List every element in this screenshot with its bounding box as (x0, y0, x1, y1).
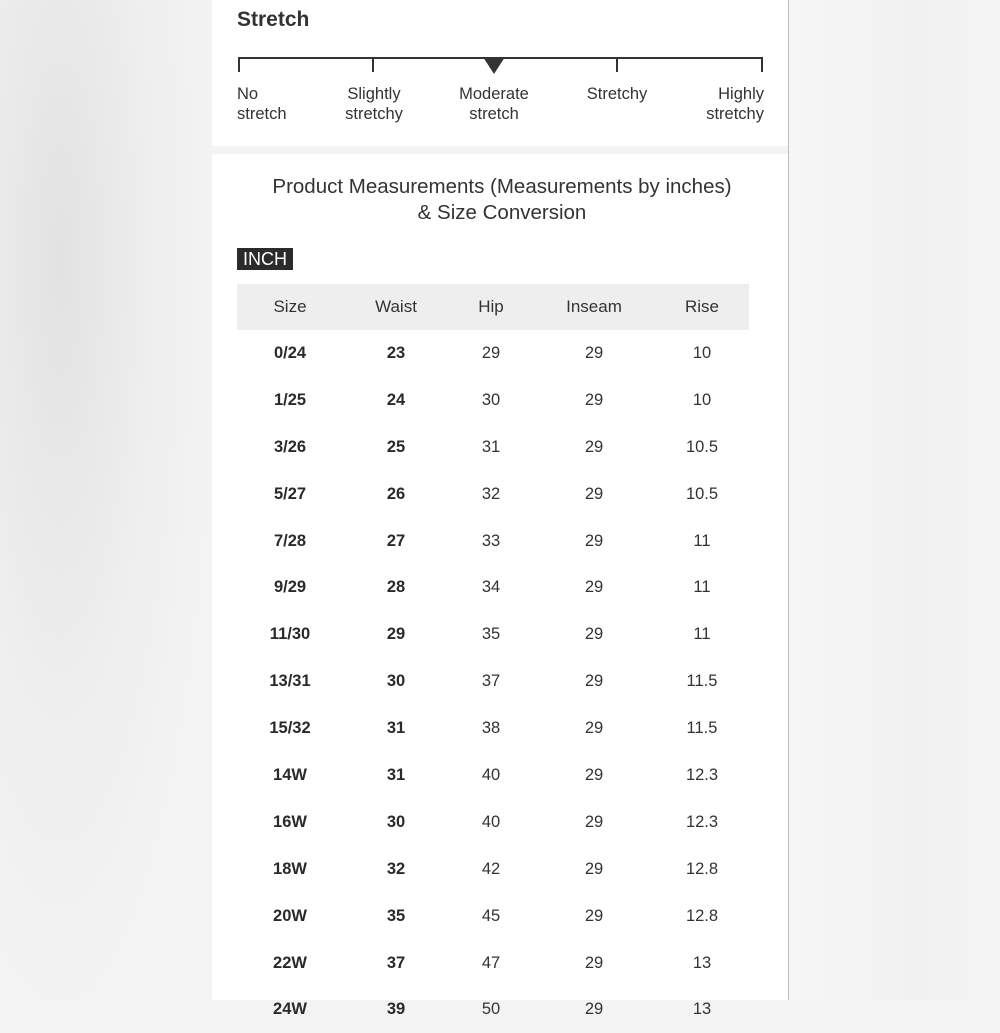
cell-waist: 35 (386, 906, 406, 925)
cell-rise: 10 (692, 343, 712, 362)
cell-inseam: 29 (584, 437, 604, 456)
column-header-size: Size (237, 284, 343, 330)
cell-rise: 10 (692, 390, 712, 409)
cell-hip: 47 (481, 953, 501, 972)
table-row (237, 658, 749, 705)
table-row (237, 330, 749, 377)
table-row (237, 424, 749, 471)
table-row (237, 611, 749, 658)
cell-size: 22W (273, 953, 307, 972)
section-divider (212, 146, 788, 154)
cell-hip: 33 (481, 531, 501, 550)
stretch-title: Stretch (237, 8, 310, 31)
cell-hip: 45 (481, 906, 501, 925)
cell-rise: 10.5 (685, 437, 719, 456)
table-row (237, 893, 749, 940)
cell-size: 7/28 (273, 531, 307, 550)
cell-hip: 42 (481, 859, 501, 878)
cell-inseam: 29 (584, 719, 604, 738)
table-header-row (237, 284, 749, 330)
cell-inseam: 29 (584, 531, 604, 550)
cell-size: 11/30 (269, 625, 311, 644)
cell-inseam: 29 (584, 343, 604, 362)
cell-rise: 12.3 (685, 765, 719, 784)
cell-size: 9/29 (273, 578, 307, 597)
cell-size: 3/26 (273, 437, 307, 456)
cell-waist: 28 (386, 578, 406, 597)
unit-tab-inch[interactable]: INCH (237, 248, 293, 270)
cell-rise: 13 (692, 1000, 712, 1019)
table-row (237, 377, 749, 424)
cell-rise: 13 (692, 953, 712, 972)
background-left (0, 0, 212, 1000)
column-header-rise: Rise (655, 284, 749, 330)
cell-inseam: 29 (584, 390, 604, 409)
stretch-level-no-stretch: No stretch (237, 85, 287, 123)
cell-waist: 25 (386, 437, 406, 456)
cell-hip: 32 (481, 484, 501, 503)
cell-inseam: 29 (584, 906, 604, 925)
size-table (237, 284, 749, 1033)
cell-inseam: 29 (584, 953, 604, 972)
cell-waist: 31 (386, 765, 406, 784)
cell-rise: 10.5 (685, 484, 719, 503)
scale-tick (372, 57, 374, 72)
table-row (237, 940, 749, 987)
cell-waist: 26 (386, 484, 406, 503)
cell-waist: 31 (386, 719, 406, 738)
cell-rise: 12.8 (685, 906, 719, 925)
stretch-level-slightly-stretchy: Slightly stretchy (345, 85, 403, 123)
cell-hip: 31 (481, 437, 501, 456)
cell-rise: 12.3 (685, 812, 719, 831)
measurements-title: Product Measurements (Measurements by inches) & Size Conversion (272, 175, 732, 224)
cell-inseam: 29 (584, 578, 604, 597)
cell-rise: 11 (693, 625, 711, 644)
cell-waist: 39 (386, 1000, 406, 1019)
cell-waist: 30 (386, 812, 406, 831)
cell-rise: 11 (693, 531, 711, 550)
cell-hip: 30 (481, 390, 501, 409)
cell-hip: 29 (481, 343, 501, 362)
cell-rise: 11.5 (686, 672, 718, 691)
cell-inseam: 29 (584, 484, 604, 503)
cell-hip: 37 (481, 672, 501, 691)
cell-inseam: 29 (584, 625, 604, 644)
cell-waist: 27 (386, 531, 406, 550)
column-header-inseam: Inseam (533, 284, 655, 330)
column-header-hip: Hip (449, 284, 533, 330)
cell-size: 24W (273, 1000, 307, 1019)
cell-size: 15/32 (269, 719, 311, 738)
cell-hip: 38 (481, 719, 501, 738)
scale-tick (238, 57, 240, 72)
cell-size: 1/25 (273, 390, 307, 409)
cell-rise: 11.5 (686, 719, 718, 738)
table-row (237, 471, 749, 518)
table-row (237, 986, 749, 1033)
table-row (237, 846, 749, 893)
table-row (237, 752, 749, 799)
scale-tick (616, 57, 618, 72)
cell-waist: 23 (386, 343, 406, 362)
cell-inseam: 29 (584, 672, 604, 691)
table-row (237, 518, 749, 565)
cell-size: 5/27 (273, 484, 307, 503)
cell-waist: 29 (386, 625, 406, 644)
cell-size: 18W (273, 859, 307, 878)
cell-hip: 40 (481, 812, 501, 831)
cell-hip: 50 (481, 1000, 501, 1019)
table-row (237, 799, 749, 846)
cell-inseam: 29 (584, 859, 604, 878)
scale-tick (761, 57, 763, 72)
stretch-pointer-icon (483, 57, 505, 74)
cell-waist: 37 (386, 953, 406, 972)
cell-size: 14W (273, 765, 307, 784)
cell-waist: 30 (386, 672, 406, 691)
cell-size: 13/31 (269, 672, 311, 691)
cell-inseam: 29 (584, 1000, 604, 1019)
product-info-panel (212, 0, 789, 1019)
cell-size: 0/24 (273, 343, 307, 362)
stretch-scale (238, 57, 763, 73)
table-row (237, 705, 749, 752)
cell-waist: 32 (386, 859, 406, 878)
cell-hip: 40 (481, 765, 501, 784)
stretch-level-highly-stretchy: Highly stretchy (706, 85, 764, 123)
cell-inseam: 29 (584, 765, 604, 784)
stretch-level-stretchy: Stretchy (586, 85, 648, 103)
cell-waist: 24 (386, 390, 406, 409)
cell-hip: 35 (481, 625, 501, 644)
cell-rise: 11 (693, 578, 711, 597)
stretch-level-moderate-stretch: Moderate stretch (459, 85, 529, 123)
background-right (789, 0, 1000, 1000)
column-header-waist: Waist (343, 284, 449, 330)
cell-inseam: 29 (584, 812, 604, 831)
cell-rise: 12.8 (685, 859, 719, 878)
table-row (237, 564, 749, 611)
cell-hip: 34 (481, 578, 501, 597)
cell-size: 20W (273, 906, 307, 925)
cell-size: 16W (273, 812, 307, 831)
stretch-section (212, 0, 788, 146)
